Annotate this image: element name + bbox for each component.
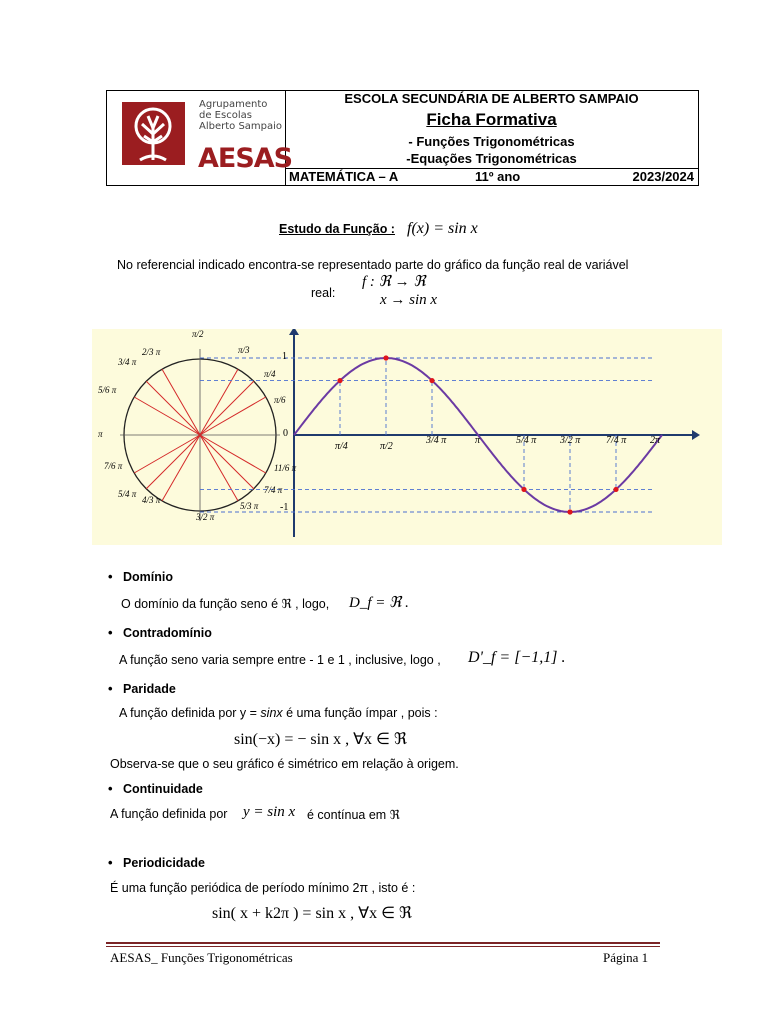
graph-axes [200, 329, 700, 537]
school-name: ESCOLA SECUNDÁRIA DE ALBERTO SAMPAIO [344, 91, 639, 106]
continuity-title: Continuidade [123, 782, 203, 796]
label-pi-over-3: π/3 [238, 345, 250, 355]
graph-point [567, 509, 572, 514]
real-label: real: [311, 286, 336, 300]
label-7pi-over-6: 7/6 π [104, 461, 123, 471]
logo-wordmark: AESAS [198, 143, 293, 174]
footer-rule [106, 942, 660, 944]
domain-text: O domínio da função seno é ℜ , logo, [121, 597, 330, 611]
topic-line: -Equações Trigonométricas [406, 151, 577, 166]
y-label-0: 0 [283, 428, 288, 439]
bullet: • [108, 625, 113, 640]
label-5pi-over-4: 5/4 π [118, 489, 137, 499]
period-text: É uma função periódica de período mínimo 2π , isto é : [110, 881, 416, 895]
intro-text: No referencial indicado encontra-se representado parte do gráfico da função real de variável [117, 258, 629, 272]
range-text: A função seno varia sempre entre - 1 e 1 , inclusive, logo , [119, 653, 441, 667]
footer-rule [106, 946, 660, 947]
unit-circle-and-graph [92, 329, 722, 545]
label-3pi-over-2: 3/2 π [196, 512, 215, 522]
continuity-text-b: é contínua em ℜ [307, 808, 400, 822]
parity-text [119, 706, 438, 720]
range-title: Contradomínio [123, 626, 212, 640]
x-label-5pi-4: 5/4 π [516, 435, 537, 446]
parity-text-b: é uma função ímpar , pois : [282, 706, 438, 720]
map-line-1: f : ℜ → ℜ [362, 274, 426, 290]
parity-text-em: sinx [260, 706, 283, 720]
label-11pi-over-6: 11/6 π [274, 463, 297, 473]
parity-note: Observa-se que o seu gráfico é simétrico em relação à origem. [110, 757, 459, 771]
label-5pi-over-3: 5/3 π [240, 501, 259, 511]
graph-point [383, 355, 388, 360]
page-number: Página 1 [603, 950, 649, 965]
sine-figure [92, 329, 722, 545]
continuity-math: y = sin x [243, 804, 296, 820]
logo-cell [107, 91, 293, 185]
label-pi-over-2: π/2 [192, 329, 204, 339]
bullet: • [108, 681, 113, 696]
label-4pi-over-3: 4/3 π [142, 495, 161, 505]
grade: 11º ano [475, 169, 521, 184]
graph-point [521, 487, 526, 492]
logo-line: Alberto Sampaio [199, 121, 283, 132]
parity-title: Paridade [123, 682, 176, 696]
label-pi: π [98, 429, 103, 439]
footer-left: AESAS_ Funções Trigonométricas [110, 950, 293, 965]
label-2pi-over-3: 2/3 π [142, 347, 161, 357]
bullet: • [108, 781, 113, 796]
x-label-3pi-2: 3/2 π [560, 435, 581, 446]
range-math: D'_f = [−1,1] . [468, 649, 566, 666]
tree-logo-icon [122, 102, 185, 165]
y-label-1: 1 [282, 351, 287, 362]
topic-line: - Funções Trigonométricas [408, 134, 575, 149]
domain-title: Domínio [123, 570, 173, 584]
map-line-2: x → sin x [380, 292, 438, 308]
x-label-3pi-4: 3/4 π [426, 435, 447, 446]
period-title: Periodicidade [123, 856, 205, 870]
logo-text [199, 99, 282, 132]
parity-text-a: A função definida por y = [119, 706, 261, 720]
period-math: sin( x + k2π ) = sin x , ∀x ∈ ℜ [212, 905, 413, 922]
graph-point [337, 378, 342, 383]
graph-point [613, 487, 618, 492]
x-label-7pi-4: 7/4 π [606, 435, 627, 446]
subject: MATEMÁTICA – A [289, 169, 399, 184]
logo-line: Agrupamento [199, 99, 268, 110]
sheet-title: Ficha Formativa [426, 110, 557, 129]
study-heading: Estudo da Função : [279, 222, 395, 236]
continuity-text: A função definida por [110, 807, 228, 821]
school-year: 2023/2024 [632, 169, 694, 184]
bullet: • [108, 569, 113, 584]
y-label-minus-1: -1 [280, 502, 289, 513]
logo-line: de Escolas [199, 110, 252, 121]
domain-math: D_f = ℜ . [349, 595, 409, 611]
study-formula: f(x) = sin x [407, 220, 478, 237]
graph-point [429, 378, 434, 383]
x-label-pi: π [475, 435, 481, 446]
label-5pi-over-6: 5/6 π [98, 385, 117, 395]
parity-math: sin(−x) = − sin x , ∀x ∈ ℜ [234, 731, 407, 748]
label-7pi-over-4: 7/4 π [264, 485, 283, 495]
header-table [106, 90, 699, 186]
bullet: • [108, 855, 113, 870]
label-pi-over-6: π/6 [274, 395, 286, 405]
label-pi-over-4: π/4 [264, 369, 276, 379]
x-label-2pi: 2π [650, 435, 661, 446]
x-label-pi-4: π/4 [335, 441, 348, 452]
x-label-pi-2: π/2 [380, 441, 393, 452]
label-3pi-over-4: 3/4 π [118, 357, 137, 367]
subject-row [285, 168, 698, 186]
